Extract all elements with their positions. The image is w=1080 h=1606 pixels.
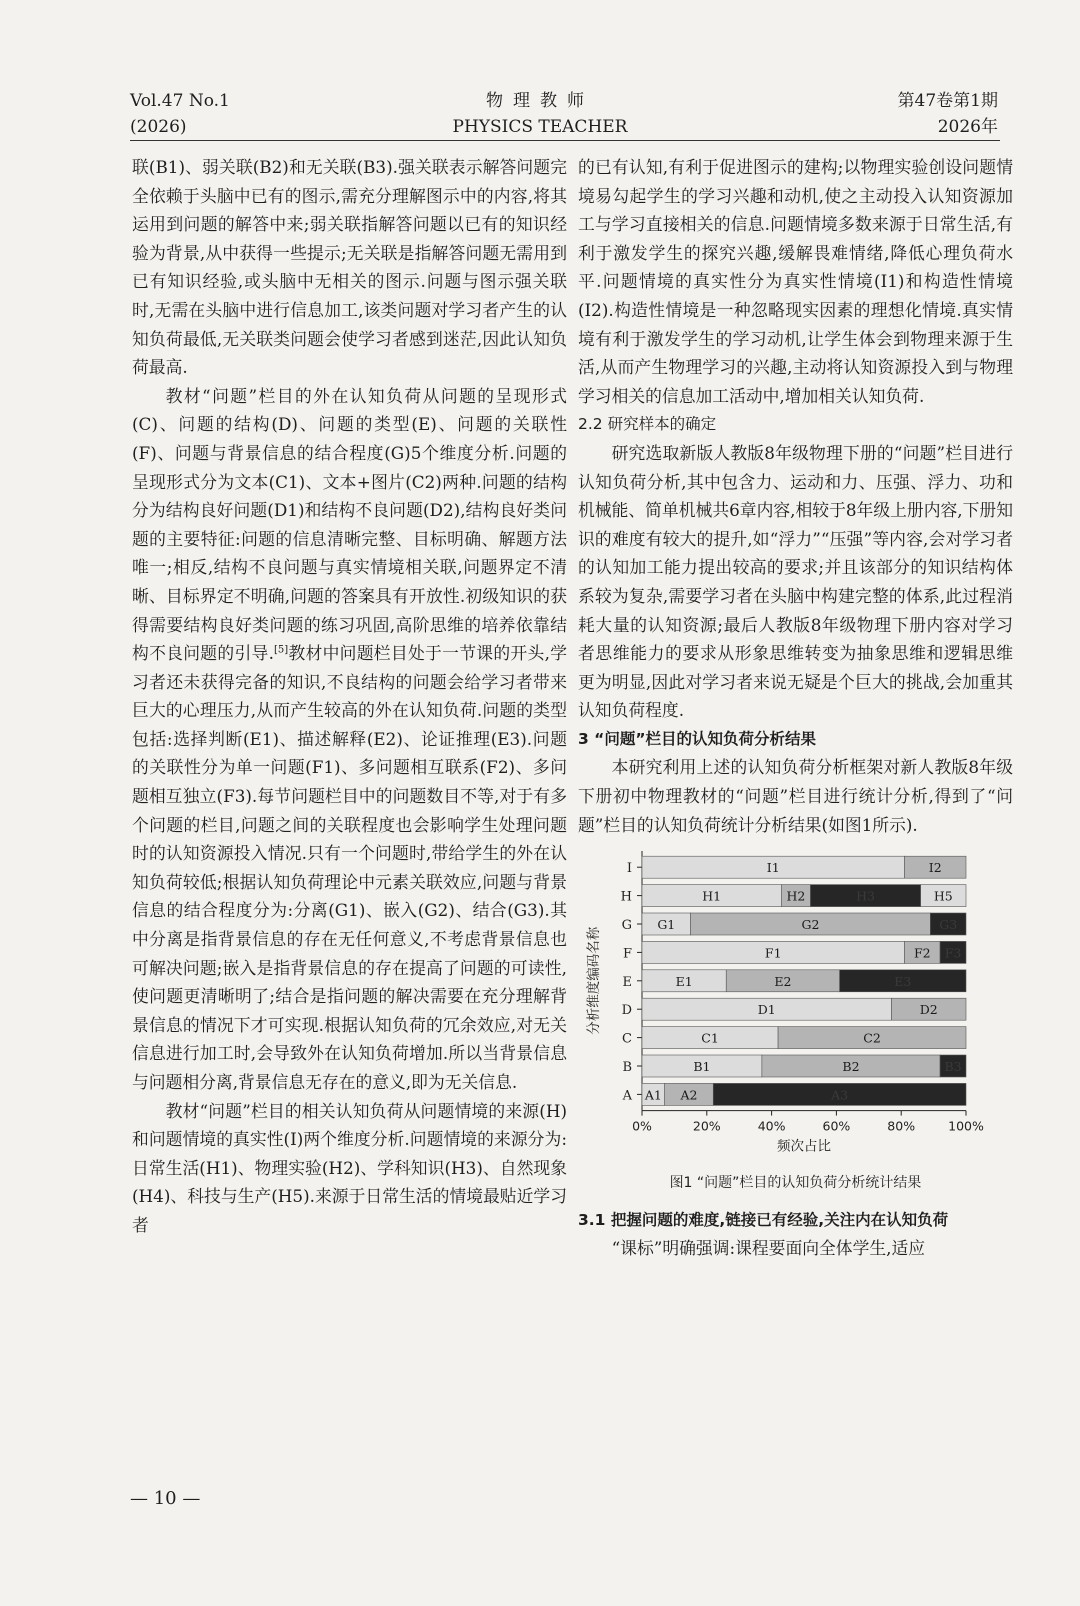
left-column [132,153,567,1240]
segment-label-D2: D2 [919,1002,938,1018]
segment-label-H2: H2 [786,888,806,904]
stacked-bar-chart [578,847,1013,1163]
segment-label-B3: B3 [944,1059,962,1075]
category-label-A: A [622,1088,632,1104]
segment-label-I2: I2 [928,860,942,876]
figure-1-chart [578,847,1013,1163]
segment-label-G3: G3 [939,917,958,933]
category-label-H: H [620,889,632,905]
segment-label-A3: A3 [831,1087,849,1103]
paragraph: 本研究利用上述的认知负荷分析框架对新人教版8年级下册初中物理教材的“问题”栏目进行统计分析,得到了“问题”栏目的认知负荷统计分析结果(如图1所示). [578,757,1013,835]
issue-label-cn: 第47卷第1期 [897,91,998,111]
x-tick-label: 0% [632,1118,652,1134]
right-column [578,153,1013,1263]
journal-title-cn: 物理教师 [486,91,594,111]
category-label-B: B [622,1060,632,1076]
segment-label-H5: H5 [933,888,953,904]
section-heading-3-1: 3.1 把握问题的难度,链接已有经验,关注内在认知负荷 [578,1210,949,1229]
segment-label-F2: F2 [913,945,931,961]
year-label: (2026) [130,117,187,137]
section-heading-2-2: 2.2 研究样本的确定 [578,415,717,434]
segment-label-A2: A2 [680,1087,698,1103]
x-tick-label: 60% [822,1118,851,1134]
segment-label-I1: I1 [766,860,780,876]
segment-label-F1: F1 [764,945,782,961]
category-label-D: D [621,1003,632,1019]
segment-label-E2: E2 [774,974,792,990]
paragraph: 教材“问题”栏目的相关认知负荷从问题情境的来源(H)和问题情境的真实性(I)两个维度分析.问题情境的来源分为:日常生活(H1)、物理实验(H2)、学科知识(H3)、自然现象(H4)、科技与生产(H5).来源于日常生活的情境最贴近学习者 [132,1100,567,1235]
section-heading-3: 3 “问题”栏目的认知负荷分析结果 [578,729,817,748]
x-tick-label: 100% [948,1118,984,1134]
category-label-I: I [626,861,632,877]
category-label-C: C [622,1031,632,1047]
x-tick-label: 80% [887,1118,916,1134]
y-axis-title: 分析维度编码名称 [586,927,602,1036]
header-right [898,88,998,140]
segment-label-G1: G1 [657,917,676,933]
segment-label-C1: C1 [701,1030,719,1046]
segment-label-F3: F3 [944,945,962,961]
segment-label-B1: B1 [693,1059,711,1075]
volume-label: Vol.47 No.1 [130,91,230,111]
paragraph: 研究选取新版人教版8年级物理下册的“问题”栏目进行认知负荷分析,其中包含力、运动和力、压强、浮力、功和机械能、简单机械共6章内容,相较于8年级上册内容,下册知识的难度有较大的提升,如“浮力”“压强”等内容,会对学习者的认知加工能力提出较高的要求;并且该部分的知识结构体系较为复杂,需要学习者在头脑中构建完整的体系,此过程消耗大量的认知资源;最后人教版8年级物理下册内容对学习者思维能力的要求从形象思维转变为抽象思维和逻辑思维更为明显,因此对学习者来说无疑是个巨大的挑战,会加重其认知负荷程度. [578,442,1013,721]
category-label-F: F [622,946,632,962]
category-label-E: E [622,975,632,991]
journal-title-en: PHYSICS TEACHER [452,117,628,137]
segment-label-E3: E3 [894,974,912,990]
paragraph: 联(B1)、弱关联(B2)和无关联(B3).强关联表示解答问题完全依赖于头脑中已有的图示,需充分理解图示中的内容,将其运用到问题的解答中来;弱关联指解答问题以已有的知识经验为背景,从中获得一些提示;无关联是指解答问题无需用到已有知识经验,或头脑中无相关的图示.问题与图示强关联时,无需在头脑中进行信息加工,该类问题对学习者产生的认知负荷最低,无关联类问题会使学习者感到迷茫,因此认知负荷最高. [132,157,567,378]
segment-label-G2: G2 [801,917,820,933]
header-rule [130,140,1000,141]
segment-label-D1: D1 [757,1002,776,1018]
segment-label-E1: E1 [675,974,693,990]
year-label-cn: 2026年 [937,117,998,137]
citation-ref: [5] [273,644,289,656]
segment-label-A1: A1 [644,1087,662,1103]
segment-label-C2: C2 [863,1030,881,1046]
x-tick-label: 20% [692,1118,721,1134]
category-label-G: G [621,918,632,934]
paragraph [132,382,567,1097]
paragraph: 的已有认知,有利于促进图示的建构;以物理实验创设问题情境易勾起学生的学习兴趣和动机,使之主动投入认知资源加工与学习直接相关的信息.问题情境多数来源于日常生活,有利于激发学生的探究兴趣,缓解畏难情绪,降低心理负荷水平.问题情境的真实性分为真实性情境(I1)和构造性情境(I2).构造性情境是一种忽略现实因素的理想化情境.真实情境有利于激发学生的学习动机,让学生体会到物理来源于生活,从而产生物理学习的兴趣,主动将认知资源投入到与物理学习相关的信息加工活动中,增加相关认知负荷. [578,157,1013,406]
segment-label-B2: B2 [842,1059,860,1075]
page-number: — 10 — [130,1488,201,1509]
paragraph: “课标”明确强调:课程要面向全体学生,适应 [611,1238,926,1259]
paragraph-text: 教材中问题栏目处于一节课的开头,学习者还未获得完备的知识,不良结构的问题会给学习者带来巨大的心理压力,从而产生较高的外在认知负荷.问题的类型包括:选择判断(E1)、描述解释(E2)、论证推理(E3).问题的关联性分为单一问题(F1)、多问题相互联系(F2)、多问题相互独立(F3).每节问题栏目中的问题数目不等,对于有多个问题的栏目,问题之间的关联程度也会影响学生处理问题时的认知资源投入情况.只有一个问题时,带给学生的外在认知负荷较低;根据认知负荷理论中元素关联效应,问题与背景信息的结合程度分为:分离(G1)、嵌入(G2)、结合(G3).其中分离是指背景信息的存在无任何意义,不考虑背景信息也可解决问题;嵌入是指背景信息的存在提高了问题的可读性,使问题更清晰明了;结合是指问题的解决需要在充分理解背景信息的情况下才可实现.根据认知负荷的冗余效应,对无关信息进行加工时,会导致外在认知负荷增加.所以当背景信息与问题相分离,背景信息无存在的意义,即为无关信息. [132,643,567,1092]
segment-label-H3: H3 [856,888,875,904]
figure-caption: 图1 “问题”栏目的认知负荷分析统计结果 [669,1175,922,1192]
segment-label-H1: H1 [702,888,722,904]
x-tick-label: 40% [757,1118,786,1134]
x-axis-title: 频次占比 [777,1138,831,1155]
paragraph-text: 教材“问题”栏目的外在认知负荷从问题的呈现形式(C)、问题的结构(D)、问题的类型(E)、问题的关联性(F)、问题与背景信息的结合程度(G)5个维度分析.问题的呈现形式分为文本(C1)、文本+图片(C2)两种.问题的结构分为结构良好问题(D1)和结构不良问题(D2),结构良好类问题的主要特征:问题的信息清晰完整、目标明确、解题方法唯一;相反,结构不良问题与真实情境相关联,问题界定不清晰、目标界定不明确,问题的答案具有开放性.初级知识的获得需要结构良好类问题的练习巩固,高阶思维的培养依靠结构不良问题的引导. [132,385,567,664]
